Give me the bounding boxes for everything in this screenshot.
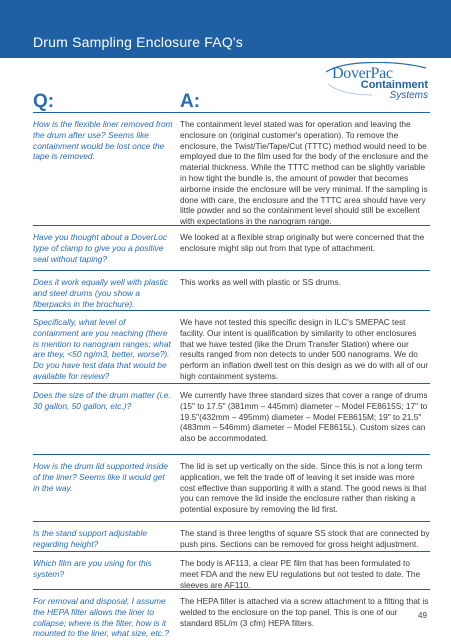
faq-answer: This works as well with plastic or SS drums. [180, 277, 341, 287]
faq-question: Specifically, what level of containment are you reaching (there is mention to nanogram ranges; what are they, <50 ng/m3, better, worse?). Do you have test data that would be available for review? [33, 317, 171, 381]
doverpac-logo [324, 62, 428, 102]
faq-row-5 [33, 383, 430, 455]
faq-question: Which film are you using for this system? [33, 558, 152, 579]
faq-answer: The body is AF113, a clear PE film that has been formulated to meet FDA and the new EU regulations but not tested to date. The sleeves are AF110. [180, 558, 421, 590]
faq-answer: The lid is set up vertically on the side. Since this is not a long term application, we felt the trade off of leaving it set inside was more cost effective than supporting it with a stand. The good news is that you can remove the lid inside the enclosure rather than risking a potential exposure by removing the lid first. [180, 461, 427, 515]
faq-question: Is the stand support adjustable regarding height? [33, 528, 148, 549]
faq-answer: We looked at a flexible strap originally but were concerned that the enclosure might slip out from that type of attachment. [180, 232, 425, 253]
faq-row-2 [33, 225, 430, 271]
page-title: Drum Sampling Enclosure FAQ's [33, 34, 243, 50]
page-number: 49 [418, 611, 427, 620]
faq-answer: We have not tested this specific design in ILC's SMEPAC test facility. Our intent is qualification by similarity to other enclosures that we have tested (like the Drum Transfer Station) where our results ranged from non detects to under 500 nanograms. We do perform an inflation dwell test on this design as we do with all of our high containment systems. [180, 317, 429, 381]
faq-question: How is the flexible liner removed from the drum after use? Seems like containment would be lost once the tape is removed. [33, 119, 173, 162]
faq-question: For removal and disposal, I assume the HEPA filter allows the liner to collapse; where is the filter, how is it mounted to the liner, what size, etc.? [33, 596, 169, 639]
faq-question: Does it work equally well with plastic and steel drums (you show a fiberpacks in the brochure). [33, 277, 168, 309]
faq-answer: The stand is three lengths of square SS stock that are connected by push pins. Sections can be removed for gross height adjustment. [180, 528, 430, 549]
answer-column-heading: A: [180, 91, 201, 112]
faq-row-3 [33, 270, 430, 311]
question-column-heading: Q: [33, 91, 55, 112]
faq-question: How is the drum lid supported inside of the liner? Seems like it would get in the way. [33, 461, 168, 493]
faq-answer: The containment level stated was for operation and leaving the enclosure on (original customer's operation). To remove the enclosure, the Twist/Tie/Tape/Cut (TTTC) method would need to be employed due to the film used for the body of the enclosure and the material thickness. While the TTTC method can be slightly variable in how tight the bundle is, the amount of powder that becomes airborne inside the enclosure will be very minimal. If the sampling is done with care, the enclosure and the TTTC area should have very little powder and so the containment level should still be excellent with expectations in the nanogram range. [180, 119, 429, 227]
faq-row-9 [33, 589, 430, 639]
header-bar [0, 0, 451, 58]
faq-question: Does the size of the drum matter (i.e. 30 gallon, 50 gallon, etc.)? [33, 390, 171, 411]
faq-answer: The HEPA filter is attached via a screw attachment to a fitting that is welded to the enclosure on the top panel. This is one of our standard 85L/m (3 cfm) HEPA filters. [180, 596, 429, 628]
faq-row-6 [33, 454, 430, 522]
faq-row-8 [33, 551, 430, 590]
logo-brand: DoverPac [332, 65, 393, 82]
faq-row-7 [33, 521, 430, 552]
faq-row-4 [33, 310, 430, 384]
faq-question: Have you thought about a DoverLoc type of clamp to give you a positive seal without taping? [33, 232, 168, 264]
logo-line2: Systems [389, 90, 428, 101]
logo-line1: Containment [360, 79, 428, 91]
faq-row-1 [33, 112, 430, 227]
faq-answer: We currently have three standard sizes that cover a range of drums (15" to 17.5" (381mm – 445mm) diameter – Model FE8615S; 17" to 19.5"(432mm – 495mm) diameter – Model FE8615M; 19" to 21.5" (483mm – 546mm) diameter – Model FE8615L). Custom sizes can also be accommodated. [180, 390, 428, 444]
